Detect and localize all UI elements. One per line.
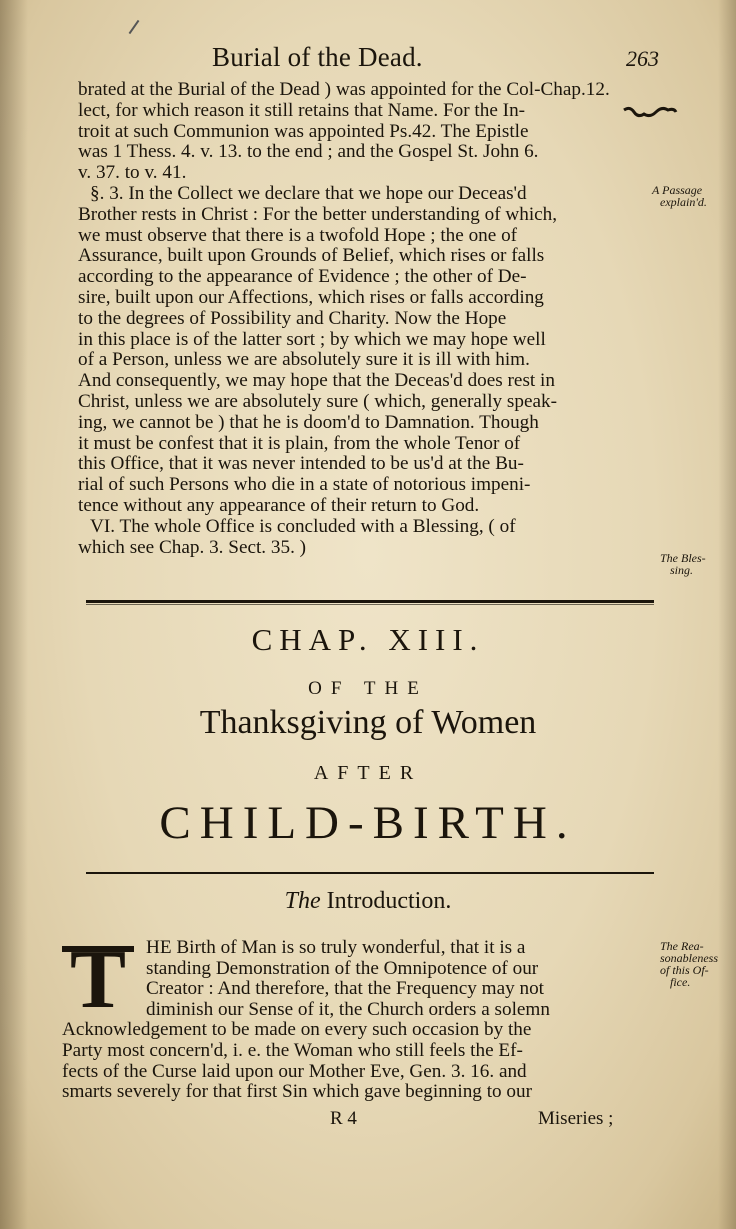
running-head: Burial of the Dead. xyxy=(212,42,423,72)
body-line: tence without any appearance of their return to God. xyxy=(78,494,480,516)
body-line: troit at such Communion was appointed Ps.42. The Epistle xyxy=(78,120,529,142)
margin-note-line: of this Of- xyxy=(660,963,709,977)
body-line: lect, for which reason it still retains that Name. For the In- xyxy=(78,99,526,121)
section-divider-thin xyxy=(86,604,654,605)
body-line: was 1 Thess. 4. v. 13. to the end ; and the Gospel St. John 6. xyxy=(78,141,539,163)
margin-note-line: fice. xyxy=(670,975,691,989)
intro-line: smarts severely for that first Sin which gave beginning to our xyxy=(62,1081,532,1103)
body-line: And consequently, we may hope that the Deceas'd does rest in xyxy=(78,370,555,392)
body-line: in this place is of the latter sort ; by which we may hope well xyxy=(78,328,546,350)
body-line: sire, built upon our Affections, which rises or falls according xyxy=(78,286,544,308)
body-line: according to the appearance of Evidence ; the other of De- xyxy=(78,266,527,288)
body-line: rial of such Persons who die in a state of notorious impeni- xyxy=(78,474,531,496)
body-line: to the degrees of Possibility and Charity. Now the Hope xyxy=(78,307,507,329)
margin-note-line: The Rea- xyxy=(660,939,704,953)
pencil-mark xyxy=(129,20,140,34)
body-text xyxy=(78,80,646,558)
intro-line: fects of the Curse laid upon our Mother Eve, Gen. 3. 16. and xyxy=(62,1060,527,1082)
intro-line: diminish our Sense of it, the Church orders a solemn xyxy=(146,998,550,1020)
margin-note-passage xyxy=(652,184,707,208)
intro-line: Party most concern'd, i. e. the Woman who still feels the Ef- xyxy=(62,1039,523,1061)
chapter-of-the: OF THE xyxy=(308,678,428,699)
margin-note-line: sing. xyxy=(670,563,694,577)
body-line: VI. The whole Office is concluded with a Blessing, ( of xyxy=(90,515,516,537)
body-line: which see Chap. 3. Sect. 35. ) xyxy=(78,536,307,558)
intro-line: standing Demonstration of the Omnipotence of our xyxy=(146,957,539,979)
body-line: of a Person, unless we are absolutely sure it is ill with him. xyxy=(78,349,530,371)
body-line: Assurance, built upon Grounds of Belief, which rises or falls xyxy=(78,245,545,267)
body-line: it must be confest that it is plain, from the whole Tenor of xyxy=(78,432,521,454)
body-line: Brother rests in Christ : For the better understanding of which, xyxy=(78,203,558,225)
chapter-title: Thanksgiving of Women xyxy=(199,704,537,741)
intro-line: Creator : And therefore, that the Frequency may not xyxy=(146,978,545,1000)
introduction-heading xyxy=(0,888,736,915)
signature-mark: R 4 xyxy=(330,1108,357,1129)
chapter-divider xyxy=(86,872,654,874)
drop-cap: T xyxy=(70,933,127,1026)
introduction-text xyxy=(62,933,652,1103)
margin-note-blessing xyxy=(660,552,706,576)
body-line: §. 3. In the Collect we declare that we hope our Deceas'd xyxy=(90,182,527,204)
introduction-heading-word: Introduction. xyxy=(326,888,452,914)
introduction-heading-article: The xyxy=(284,888,321,914)
body-line: brated at the Burial of the Dead ) was appointed for the Col-Chap.12. xyxy=(78,79,610,100)
margin-note-line: The Bles- xyxy=(660,551,706,565)
body-line: v. 37. to v. 41. xyxy=(78,162,187,184)
body-line: we must observe that there is a twofold Hope ; the one of xyxy=(78,224,518,246)
body-line: Christ, unless we are absolutely sure ( which, generally speak- xyxy=(78,390,558,412)
page-number: 263 xyxy=(626,46,659,71)
chapter-number: CHAP. XIII. xyxy=(251,622,485,657)
intro-line: HE Birth of Man is so truly wonderful, that it is a xyxy=(146,937,526,958)
chapter-childbirth: CHILD-BIRTH. xyxy=(159,797,577,849)
margin-note-line: sonableness xyxy=(660,951,718,965)
catchword: Miseries ; xyxy=(538,1108,614,1129)
body-line: this Office, that it was never intended to be us'd at the Bu- xyxy=(78,453,524,475)
margin-note-line: explain'd. xyxy=(660,195,707,209)
intro-line: Acknowledgement to be made on every such occasion by the xyxy=(62,1019,532,1041)
chapter-after: AFTER xyxy=(313,762,423,784)
margin-note-line: A Passage xyxy=(652,183,703,197)
body-line: ing, we cannot be ) that he is doom'd to Damnation. Though xyxy=(78,411,539,433)
section-divider xyxy=(86,600,654,603)
margin-note-reason xyxy=(660,940,718,988)
